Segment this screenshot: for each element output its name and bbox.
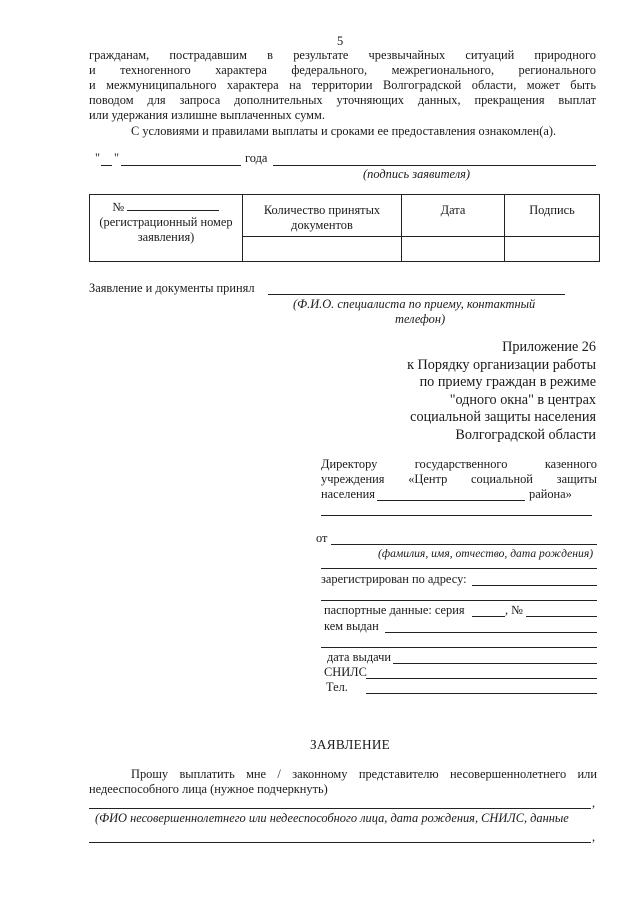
signature-cell[interactable]	[505, 237, 600, 262]
docs-count-cell[interactable]	[243, 237, 402, 262]
registered-label: зарегистрирован по адресу:	[321, 572, 467, 586]
appendix-line-6: Волгоградской области	[455, 426, 596, 443]
addressee-line-1: Директору государственного казенного	[321, 457, 597, 471]
issued-by-field[interactable]	[385, 632, 597, 633]
reg-number-field[interactable]	[127, 200, 219, 211]
statement-field-2[interactable]	[89, 842, 591, 843]
district-field[interactable]	[377, 500, 525, 501]
from-label: от	[316, 531, 328, 545]
snils-label: СНИЛС	[324, 665, 367, 679]
addressee-extra-line[interactable]	[321, 515, 592, 516]
intro-line-1: гражданам, пострадавшим в результате чрезвычайных ситуаций природного	[89, 48, 596, 62]
phone-field[interactable]	[366, 693, 597, 694]
passport-label: паспортные данные: серия	[324, 603, 465, 617]
quote-open: "	[95, 151, 101, 165]
day-field[interactable]	[101, 165, 112, 166]
accepted-caption-2: телефон)	[395, 312, 446, 326]
issue-date-field[interactable]	[393, 663, 597, 664]
signature-caption: (подпись заявителя)	[363, 167, 471, 181]
passport-no-label: , №	[505, 603, 524, 617]
registered-field[interactable]	[472, 585, 597, 586]
addressee-line-3-prefix: населения	[321, 487, 375, 501]
appendix-block	[380, 339, 596, 445]
intro-last-line: или удержания излишне выплаченных сумм.	[89, 108, 325, 122]
appendix-line-4: "одного окна" в центрах	[449, 391, 596, 408]
phone-label: Тел.	[326, 680, 348, 694]
reg-number-caption-1: (регистрационный номер	[99, 215, 233, 229]
quote-close: "	[114, 151, 120, 165]
reg-number-sign: №	[112, 200, 125, 214]
intro-line-4: поводом для запроса дополнительных уточняющих данных, прекращения выплат	[89, 93, 596, 107]
statement-comma-2: ,	[592, 830, 596, 844]
appendix-line-1: Приложение 26	[502, 339, 596, 355]
registered-field-2[interactable]	[321, 600, 597, 601]
from-field[interactable]	[331, 544, 597, 545]
signature-field[interactable]	[273, 165, 596, 166]
signature-header: Подпись	[505, 195, 600, 237]
accepted-caption-1: (Ф.И.О. специалиста по приему, контактный	[293, 297, 536, 311]
passport-series-field[interactable]	[472, 616, 505, 617]
addressee-line-2: учреждения «Центр социальной защиты	[321, 472, 597, 486]
reg-number-header	[90, 195, 243, 262]
statement-field-1[interactable]	[89, 808, 591, 809]
registration-table	[89, 194, 600, 262]
issued-by-field-2[interactable]	[321, 647, 597, 648]
statement-line-2: недееспособного лица (нужное подчеркнуть)	[89, 782, 328, 796]
issue-date-label: дата выдачи	[327, 650, 391, 664]
docs-count-header	[243, 195, 402, 237]
date-cell[interactable]	[402, 237, 505, 262]
reg-number-caption-2: заявления)	[137, 230, 195, 244]
accepted-field[interactable]	[268, 294, 565, 295]
intro-line-2: и техногенного характера федерального, межрегионального, регионального	[89, 63, 596, 77]
date-header: Дата	[402, 195, 505, 237]
from-field-2[interactable]	[321, 568, 597, 569]
addressee-line-3-suffix: района»	[529, 487, 572, 501]
issued-by-label: кем выдан	[324, 619, 379, 633]
intro-line-3: и межмуниципального характера на территории Волгоградской области, может быть	[89, 78, 596, 92]
acknowledge-text: С условиями и правилами выплаты и сроками ее предоставления ознакомлен(а).	[131, 124, 557, 138]
passport-number-field[interactable]	[526, 616, 597, 617]
snils-field[interactable]	[366, 678, 597, 679]
statement-line-1: Прошу выплатить мне / законному представителю несовершеннолетнего или	[131, 767, 597, 781]
statement-comma-1: ,	[592, 796, 596, 810]
appendix-line-3: по приему граждан в режиме	[419, 374, 596, 391]
appendix-line-2: к Порядку организации работы	[407, 356, 596, 373]
docs-count-header-2: документов	[291, 218, 353, 232]
statement-caption: (ФИО несовершеннолетнего или недееспособного лица, дата рождения, СНИЛС, данные	[95, 811, 569, 825]
from-caption: (фамилия, имя, отчество, дата рождения)	[378, 547, 594, 560]
year-label: года	[245, 151, 268, 165]
month-field[interactable]	[121, 165, 241, 166]
appendix-line-5: социальной защиты населения	[410, 409, 596, 426]
docs-count-header-1: Количество принятых	[263, 203, 381, 217]
statement-title: ЗАЯВЛЕНИЕ	[310, 737, 391, 752]
page-number: 5	[337, 34, 344, 48]
accepted-label: Заявление и документы принял	[89, 281, 255, 295]
